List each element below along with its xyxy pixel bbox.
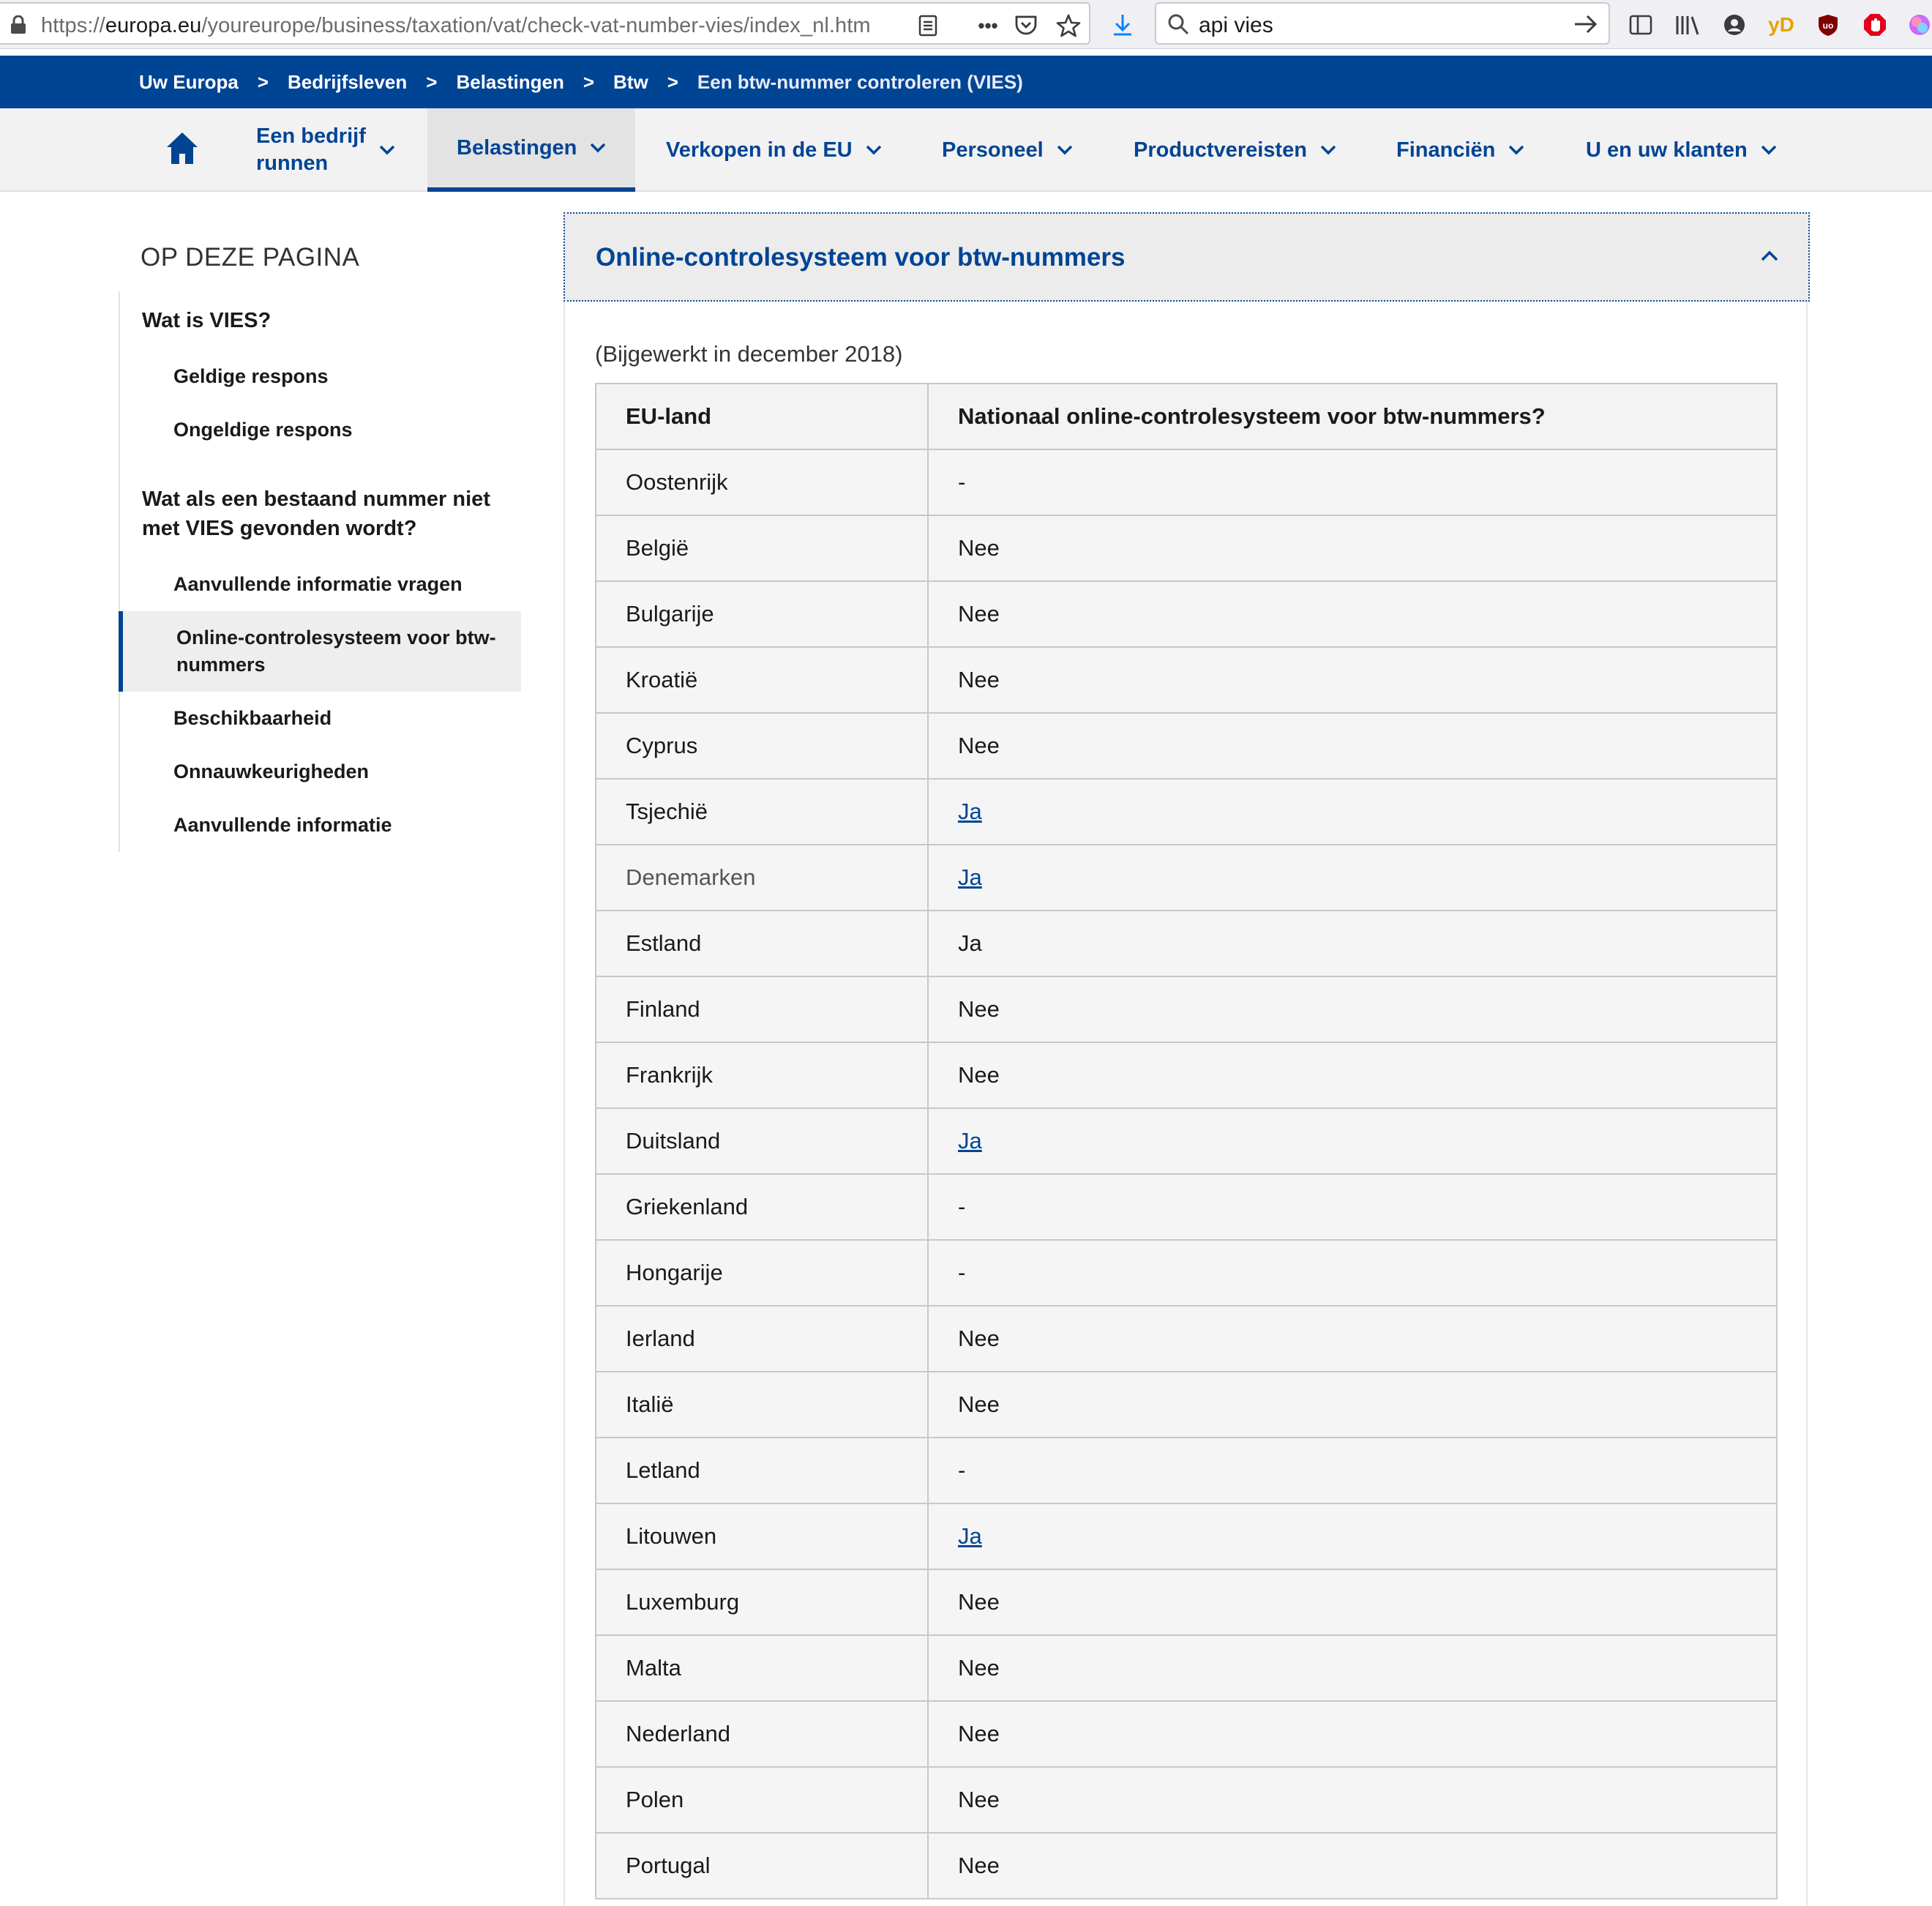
ja-link[interactable]: Ja bbox=[958, 864, 982, 890]
system-cell: Nee bbox=[928, 1701, 1777, 1767]
breadcrumb-separator: > bbox=[426, 70, 438, 93]
system-cell: Nee bbox=[928, 1635, 1777, 1701]
system-cell bbox=[928, 1503, 1777, 1569]
table-row bbox=[596, 1372, 1777, 1438]
sidebar-item-aanvullende-informatie-vragen[interactable]: Aanvullende informatie vragen bbox=[173, 573, 463, 595]
system-cell: Nee bbox=[928, 647, 1777, 713]
table-row bbox=[596, 581, 1777, 647]
adblock-icon[interactable] bbox=[1860, 10, 1890, 40]
nav-label: Belastingen bbox=[457, 135, 577, 160]
lock-icon bbox=[10, 15, 26, 34]
country-cell: Frankrijk bbox=[596, 1042, 928, 1108]
table-row bbox=[596, 1042, 1777, 1108]
country-cell: Tsjechië bbox=[596, 779, 928, 845]
account-icon[interactable] bbox=[1720, 10, 1749, 40]
column-header-country: EU-land bbox=[596, 384, 928, 449]
table-row bbox=[596, 1569, 1777, 1635]
nav-productvereisten[interactable] bbox=[1134, 108, 1336, 192]
country-cell: Portugal bbox=[596, 1833, 928, 1899]
download-icon[interactable] bbox=[1108, 10, 1137, 40]
chevron-up-icon[interactable] bbox=[1760, 250, 1779, 262]
breadcrumb-belastingen[interactable]: Belastingen bbox=[456, 70, 564, 93]
table-row bbox=[596, 976, 1777, 1042]
sidebar-heading: OP DEZE PAGINA bbox=[141, 243, 360, 272]
nav-belastingen[interactable] bbox=[427, 108, 635, 192]
ja-link[interactable]: Ja bbox=[958, 799, 982, 824]
table-row bbox=[596, 1833, 1777, 1899]
table-row bbox=[596, 1306, 1777, 1372]
chevron-down-icon bbox=[1761, 145, 1777, 155]
vat-check-table bbox=[595, 383, 1778, 1899]
sidebar-item-ongeldige-respons[interactable]: Ongeldige respons bbox=[173, 419, 353, 441]
system-cell bbox=[928, 1108, 1777, 1174]
search-icon bbox=[1167, 12, 1190, 36]
search-input[interactable] bbox=[1155, 2, 1610, 45]
system-cell: Nee bbox=[928, 1569, 1777, 1635]
ja-link[interactable]: Ja bbox=[958, 1128, 982, 1154]
nav-label-line1: Een bedrijf bbox=[256, 124, 366, 148]
system-cell: Nee bbox=[928, 1372, 1777, 1438]
breadcrumb-separator: > bbox=[257, 70, 269, 93]
table-row bbox=[596, 1240, 1777, 1306]
system-cell: Nee bbox=[928, 1767, 1777, 1833]
table-row bbox=[596, 1503, 1777, 1569]
sidebar-nav bbox=[119, 291, 521, 852]
system-cell: Nee bbox=[928, 713, 1777, 779]
system-cell: Ja bbox=[928, 911, 1777, 976]
chevron-down-icon bbox=[379, 145, 395, 155]
country-cell: Malta bbox=[596, 1635, 928, 1701]
system-cell: - bbox=[928, 449, 1777, 515]
table-row bbox=[596, 1108, 1777, 1174]
nav-label: Productvereisten bbox=[1134, 138, 1307, 162]
system-cell: - bbox=[928, 1174, 1777, 1240]
updated-note: (Bijgewerkt in december 2018) bbox=[595, 341, 903, 367]
breadcrumb-btw[interactable]: Btw bbox=[613, 70, 648, 93]
table-row bbox=[596, 845, 1777, 911]
system-cell: Nee bbox=[928, 1833, 1777, 1899]
chevron-down-icon bbox=[1508, 145, 1524, 155]
url-text[interactable]: https://europa.eu/youreurope/business/taxation/vat/check-vat-number-vies/index_nl.htm bbox=[41, 14, 871, 37]
svg-text:uo: uo bbox=[1822, 20, 1834, 31]
breadcrumb-current: Een btw-nummer controleren (VIES) bbox=[697, 70, 1023, 93]
sidebar-item-beschikbaarheid[interactable]: Beschikbaarheid bbox=[173, 707, 332, 729]
country-cell: Luxemburg bbox=[596, 1569, 928, 1635]
breadcrumb-separator: > bbox=[583, 70, 595, 93]
nav-label-line2: runnen bbox=[256, 152, 329, 175]
ublock-icon[interactable] bbox=[1813, 10, 1843, 40]
system-cell: Nee bbox=[928, 581, 1777, 647]
yd-extension-icon[interactable]: yD bbox=[1768, 13, 1794, 36]
country-cell: Finland bbox=[596, 976, 928, 1042]
nav-financien[interactable] bbox=[1396, 108, 1524, 192]
country-cell: Kroatië bbox=[596, 647, 928, 713]
system-cell: - bbox=[928, 1240, 1777, 1306]
breadcrumb-bedrijfsleven[interactable]: Bedrijfsleven bbox=[287, 70, 408, 93]
country-cell: Hongarije bbox=[596, 1240, 928, 1306]
library-icon[interactable] bbox=[1673, 10, 1702, 40]
column-header-system: Nationaal online-controlesysteem voor btw-nummers? bbox=[928, 384, 1777, 449]
table-row bbox=[596, 1767, 1777, 1833]
table-header-row bbox=[596, 384, 1777, 449]
table-row bbox=[596, 647, 1777, 713]
browser-toolbar bbox=[0, 0, 1932, 49]
table-row bbox=[596, 449, 1777, 515]
nav-een-bedrijf-runnen[interactable] bbox=[256, 108, 395, 192]
country-cell: Oostenrijk bbox=[596, 449, 928, 515]
sidebar-divider bbox=[120, 457, 521, 470]
sidebar-item-onnauwkeurigheden[interactable]: Onnauwkeurigheden bbox=[173, 760, 370, 782]
nav-label: Personeel bbox=[942, 138, 1044, 162]
nav-label: U en uw klanten bbox=[1586, 138, 1748, 162]
country-cell: Estland bbox=[596, 911, 928, 976]
system-cell: Nee bbox=[928, 976, 1777, 1042]
system-cell: Nee bbox=[928, 1042, 1777, 1108]
country-cell: Denemarken bbox=[596, 845, 928, 911]
system-cell: - bbox=[928, 1438, 1777, 1503]
country-cell: Bulgarije bbox=[596, 581, 928, 647]
main-navigation bbox=[0, 108, 1932, 192]
arrow-right-icon[interactable] bbox=[1573, 14, 1598, 34]
accordion-header[interactable] bbox=[564, 212, 1810, 302]
sidebar-item-aanvullende-informatie[interactable]: Aanvullende informatie bbox=[173, 814, 392, 836]
system-cell: Nee bbox=[928, 515, 1777, 581]
home-icon[interactable] bbox=[165, 130, 199, 167]
country-cell: Duitsland bbox=[596, 1108, 928, 1174]
breadcrumb bbox=[0, 56, 1932, 108]
country-cell: België bbox=[596, 515, 928, 581]
pocket-icon[interactable] bbox=[1013, 12, 1039, 39]
chevron-down-icon bbox=[1057, 145, 1073, 155]
system-cell: Nee bbox=[928, 1306, 1777, 1372]
country-cell: Letland bbox=[596, 1438, 928, 1503]
table-row bbox=[596, 1635, 1777, 1701]
table-row bbox=[596, 911, 1777, 976]
country-cell: Griekenland bbox=[596, 1174, 928, 1240]
table-row bbox=[596, 1701, 1777, 1767]
table-row bbox=[596, 1174, 1777, 1240]
color-extension-icon[interactable] bbox=[1907, 10, 1932, 40]
chevron-down-icon bbox=[1320, 145, 1336, 155]
table-row bbox=[596, 1438, 1777, 1503]
table-row bbox=[596, 713, 1777, 779]
sidebar-toggle-icon[interactable] bbox=[1626, 10, 1655, 40]
country-cell: Italië bbox=[596, 1372, 928, 1438]
nav-label: Verkopen in de EU bbox=[666, 138, 853, 162]
country-cell: Polen bbox=[596, 1767, 928, 1833]
breadcrumb-uw-europa[interactable]: Uw Europa bbox=[139, 70, 239, 93]
search-value[interactable]: api vies bbox=[1199, 13, 1273, 37]
breadcrumb-separator: > bbox=[667, 70, 678, 93]
sidebar-item-online-controlesysteem[interactable]: Online-controlesysteem voor btw-nummers bbox=[119, 611, 521, 692]
url-bar[interactable] bbox=[0, 2, 1090, 45]
country-cell: Nederland bbox=[596, 1701, 928, 1767]
nav-personeel[interactable] bbox=[942, 108, 1073, 192]
table-row bbox=[596, 779, 1777, 845]
sidebar-item-geldige-respons[interactable]: Geldige respons bbox=[173, 365, 329, 387]
table-row bbox=[596, 515, 1777, 581]
nav-label: Financiën bbox=[1396, 138, 1496, 162]
country-cell: Ierland bbox=[596, 1306, 928, 1372]
country-cell: Cyprus bbox=[596, 713, 928, 779]
star-icon[interactable] bbox=[1055, 12, 1082, 39]
country-cell: Litouwen bbox=[596, 1503, 928, 1569]
ja-link[interactable]: Ja bbox=[958, 1523, 982, 1549]
page-actions-icon[interactable]: ••• bbox=[978, 14, 998, 37]
chevron-down-icon bbox=[866, 145, 882, 155]
system-cell bbox=[928, 845, 1777, 911]
nav-u-en-uw-klanten[interactable] bbox=[1586, 108, 1777, 192]
section-title: Online-controlesysteem voor btw-nummers bbox=[596, 243, 1126, 272]
chevron-down-icon bbox=[590, 143, 606, 153]
system-cell bbox=[928, 779, 1777, 845]
sidebar-item-bestaand-nummer[interactable]: Wat als een bestaand nummer niet met VIES gevonden wordt? bbox=[142, 487, 490, 540]
nav-verkopen-in-de-eu[interactable] bbox=[666, 108, 882, 192]
reader-view-icon[interactable] bbox=[915, 12, 941, 39]
sidebar-item-wat-is-vies[interactable]: Wat is VIES? bbox=[142, 309, 272, 332]
